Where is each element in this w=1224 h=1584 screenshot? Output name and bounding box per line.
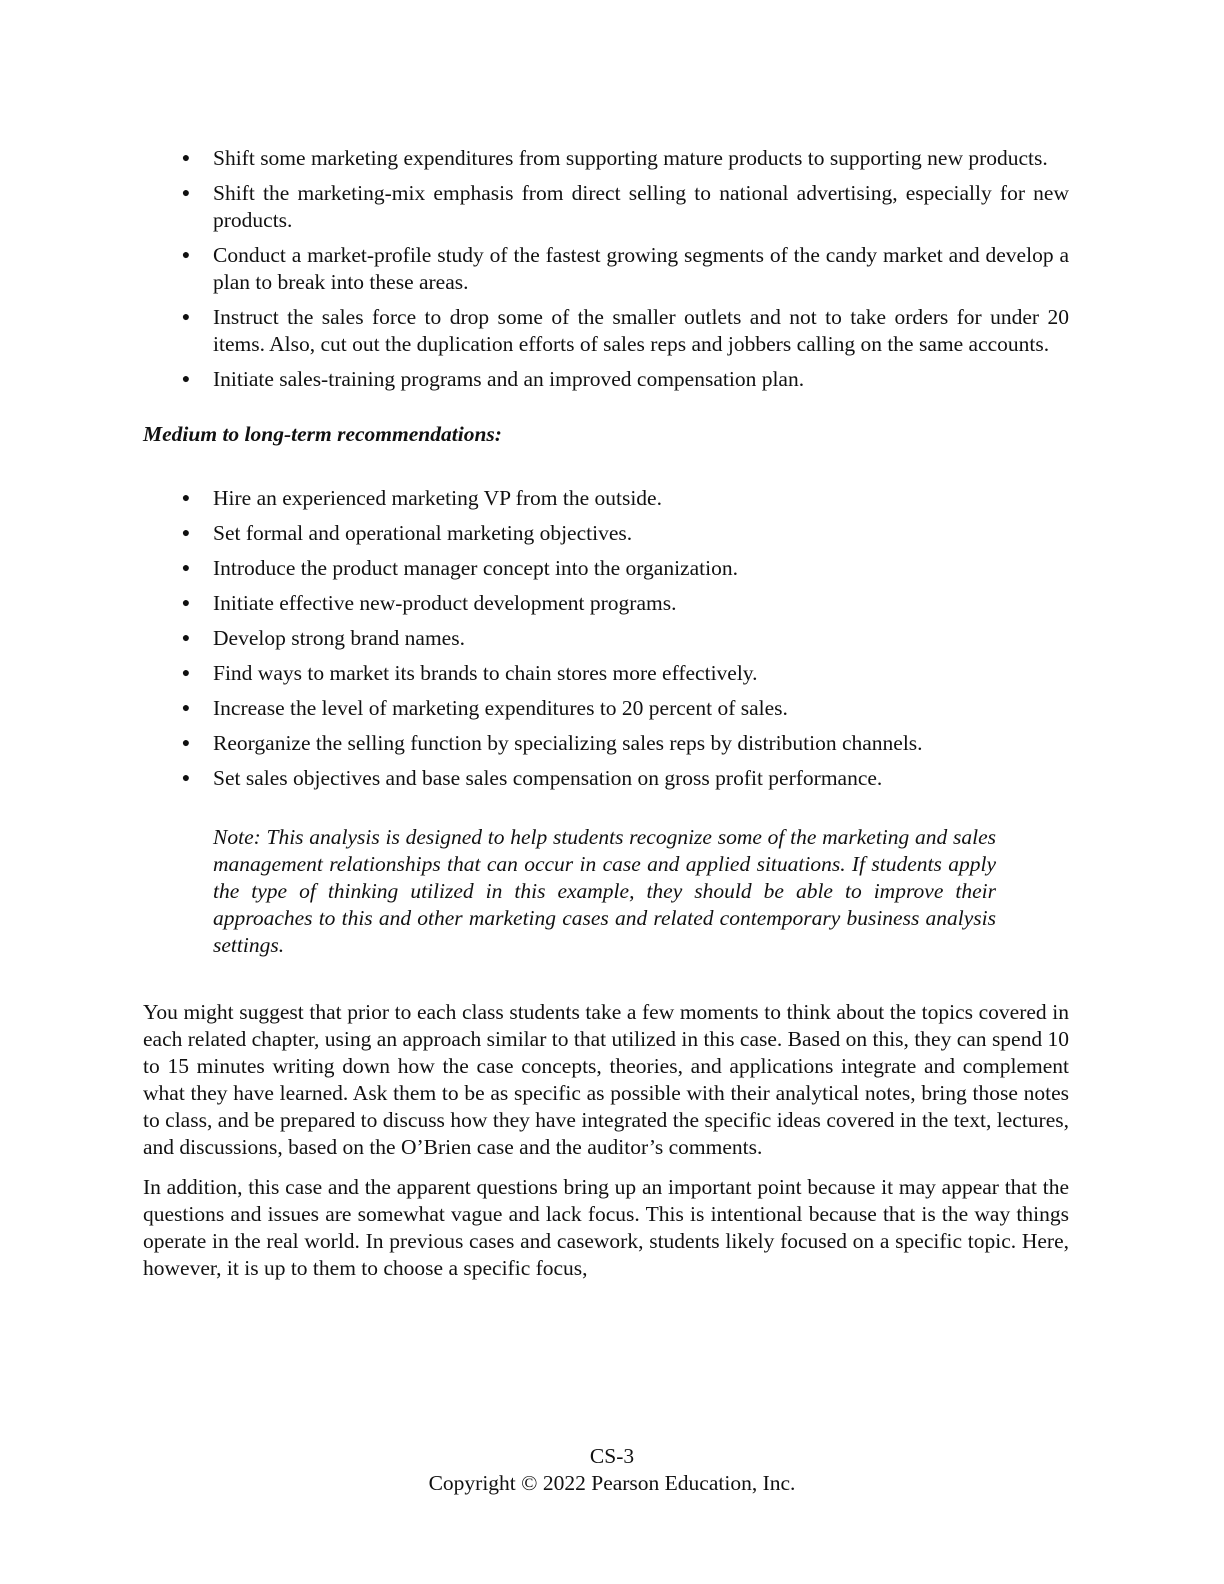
- page-number: CS-3: [589, 1444, 635, 1468]
- long-term-recommendations-list: [143, 485, 1069, 792]
- list-item: ● Conduct a market-profile study of the fastest growing segments of the candy market and develop a plan to break into these areas.: [143, 242, 1069, 296]
- body-paragraph: You might suggest that prior to each class students take a few moments to think about the topics covered in each related chapter, using an approach similar to that utilized in this case. Based on this, they can spend 10 to 15 minutes writing down how the case concepts, theories, and applications integrate and complement what they have learned. Ask them to be as specific as possible with their analytical notes, bring those notes to class, and be prepared to discuss how they have integrated the specific ideas covered in the text, lectures, and discussions, based on the O’Brien case and the auditor’s comments.: [143, 1000, 1069, 1159]
- list-item: ● Find ways to market its brands to chain stores more effectively.: [143, 660, 1069, 687]
- bullet-icon: ●: [181, 596, 191, 611]
- bullet-icon: ●: [181, 701, 191, 716]
- bullet-icon: ●: [181, 631, 191, 646]
- list-item: ● Increase the level of marketing expenditures to 20 percent of sales.: [143, 695, 1069, 722]
- bullet-icon: ●: [181, 771, 191, 786]
- list-item: ● Shift the marketing-mix emphasis from direct selling to national advertising, especially for new products.: [143, 180, 1069, 234]
- list-item: ● Develop strong brand names.: [143, 625, 1069, 652]
- copyright-notice: Copyright © 2022 Pearson Education, Inc.: [428, 1471, 796, 1495]
- bullet-icon: ●: [181, 666, 191, 681]
- bullet-icon: ●: [181, 561, 191, 576]
- bullet-icon: ●: [181, 491, 191, 506]
- list-item: ● Initiate sales-training programs and an improved compensation plan.: [143, 366, 1069, 393]
- list-item: ● Shift some marketing expenditures from supporting mature products to supporting new products.: [143, 145, 1069, 172]
- list-item: ● Instruct the sales force to drop some of the smaller outlets and not to take orders for under 20 items. Also, cut out the duplication efforts of sales reps and jobbers calling on the same accounts.: [143, 304, 1069, 358]
- bullet-icon: ●: [181, 372, 191, 387]
- list-item: ● Reorganize the selling function by specializing sales reps by distribution channels.: [143, 730, 1069, 757]
- bullet-icon: ●: [181, 186, 191, 201]
- short-term-recommendations-list: [143, 145, 1069, 393]
- section-subheading: Medium to long-term recommendations:: [143, 422, 502, 446]
- list-item: ● Introduce the product manager concept into the organization.: [143, 555, 1069, 582]
- bullet-icon: ●: [181, 310, 191, 325]
- page-footer: [0, 1443, 1224, 1497]
- body-paragraph: In addition, this case and the apparent questions bring up an important point because it may appear that the questions and issues are somewhat vague and lack focus. This is intentional because that is the way things operate in the real world. In previous cases and casework, students likely focused on a specific topic. Here, however, it is up to them to choose a specific focus,: [143, 1175, 1069, 1280]
- bullet-icon: ●: [181, 248, 191, 263]
- bullet-icon: ●: [181, 526, 191, 541]
- bullet-icon: ●: [181, 736, 191, 751]
- bullet-icon: ●: [181, 151, 191, 166]
- list-item: ● Set sales objectives and base sales compensation on gross profit performance.: [143, 765, 1069, 792]
- analysis-note: Note: This analysis is designed to help students recognize some of the marketing and sales management relationships that can occur in case and applied situations. If students apply the type of thinking utilized in this example, they should be able to improve their approaches to this and other marketing cases and related contemporary business analysis settings.: [213, 825, 996, 957]
- list-item: ● Set formal and operational marketing objectives.: [143, 520, 1069, 547]
- list-item: ● Initiate effective new-product development programs.: [143, 590, 1069, 617]
- list-item: ● Hire an experienced marketing VP from the outside.: [143, 485, 1069, 512]
- page-content: [143, 145, 1069, 1282]
